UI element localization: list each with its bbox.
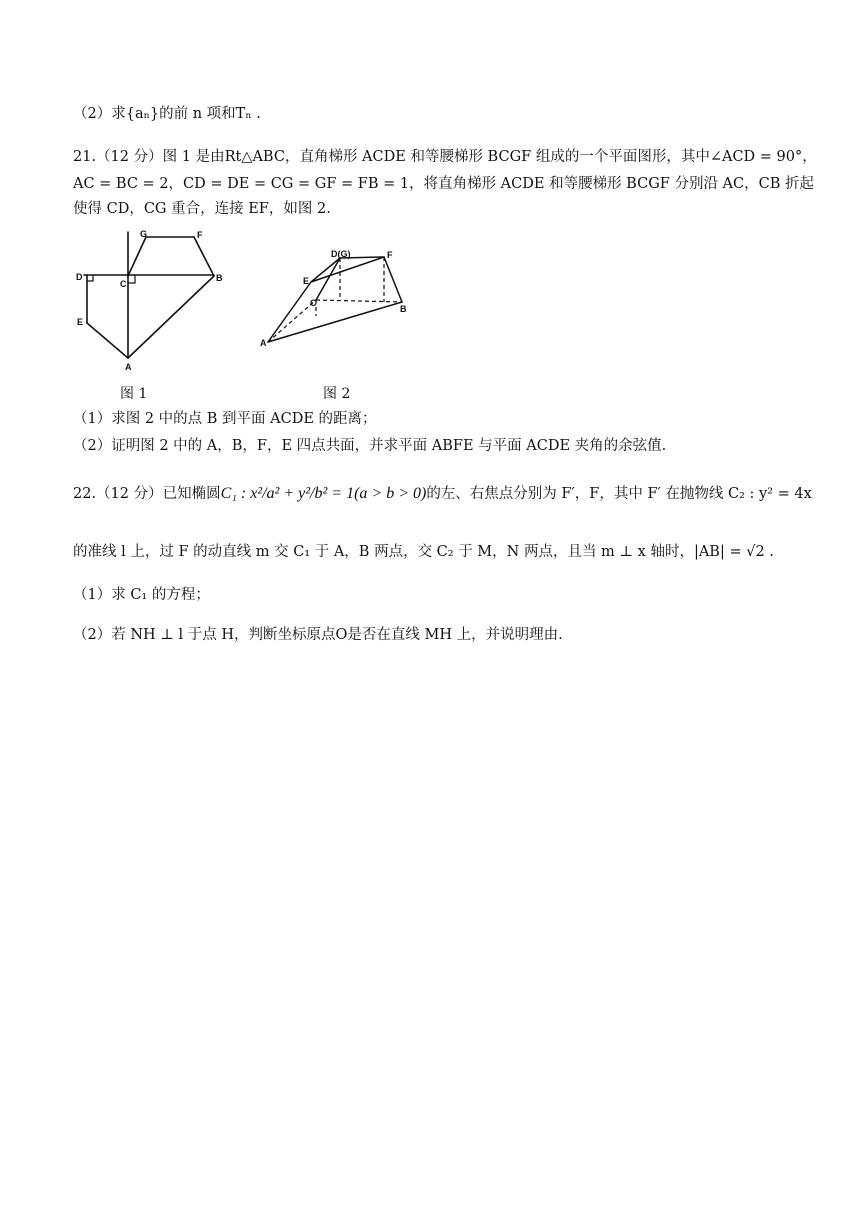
fig1-label-c: C	[120, 279, 127, 289]
figure-1	[70, 226, 230, 376]
q21-stem-line1: 21.（12 分）图 1 是由Rt△ABC，直角梯形 ACDE 和等腰梯形 BCGF 组成的一个平面图形，其中∠ACD = 90°，	[73, 149, 817, 165]
q22-head-pre: 22.（12 分）已知椭圆	[73, 486, 221, 502]
figure-2-caption: 图 2	[323, 386, 351, 402]
fig1-label-b: B	[216, 273, 223, 283]
figure-2	[258, 244, 418, 354]
fig2-label-c: C	[310, 298, 317, 308]
q22-part2: （2）若 NH ⊥ l 于点 H，判断坐标原点O是否在直线 MH 上，并说明理由.	[73, 627, 563, 643]
fig2-label-dg: D(G)	[331, 249, 351, 259]
q21-stem-line2: AC = BC = 2，CD = DE = CG = GF = FB = 1，将直角梯形 ACDE 和等腰梯形 BCGF 分别沿 AC，CB 折起	[73, 176, 814, 192]
fig2-label-e: E	[303, 276, 310, 286]
fig1-label-a: A	[125, 362, 132, 372]
q22-stem-line1	[73, 484, 820, 504]
fig2-label-a: A	[260, 338, 267, 348]
fig2-label-b: B	[400, 304, 407, 314]
figure-1-caption: 图 1	[120, 386, 148, 402]
fig2-label-f: F	[387, 250, 393, 260]
q21-part2: （2）证明图 2 中的 A，B，F，E 四点共面，并求平面 ABFE 与平面 ACDE 夹角的余弦值.	[73, 438, 667, 454]
q22-ellipse-equation: C₁ : x²/a² + y²/b² = 1(a > b > 0)	[220, 485, 427, 502]
q22-part1: （1）求 C₁ 的方程；	[73, 587, 210, 603]
q22-head-post: 的左、右焦点分别为 F′，F，其中 F′ 在抛物线 C₂ : y² = 4x	[426, 486, 812, 502]
fig1-label-d: D	[76, 272, 83, 282]
q22-stem-line2: 的准线 l 上，过 F 的动直线 m 交 C₁ 于 A，B 两点，交 C₂ 于 M，N 两点，且当 m ⊥ x 轴时，|AB| = √2 .	[73, 544, 774, 560]
fig1-label-g: G	[140, 229, 148, 239]
q21-part1: （1）求图 2 中的点 B 到平面 ACDE 的距离；	[73, 411, 377, 427]
fig1-label-e: E	[77, 317, 84, 327]
q21-stem-line3: 使得 CD，CG 重合，连接 EF，如图 2.	[73, 201, 331, 217]
q20-part2: （2）求{aₙ}的前 n 项和Tₙ .	[73, 106, 261, 122]
fig1-label-f: F	[197, 230, 203, 240]
